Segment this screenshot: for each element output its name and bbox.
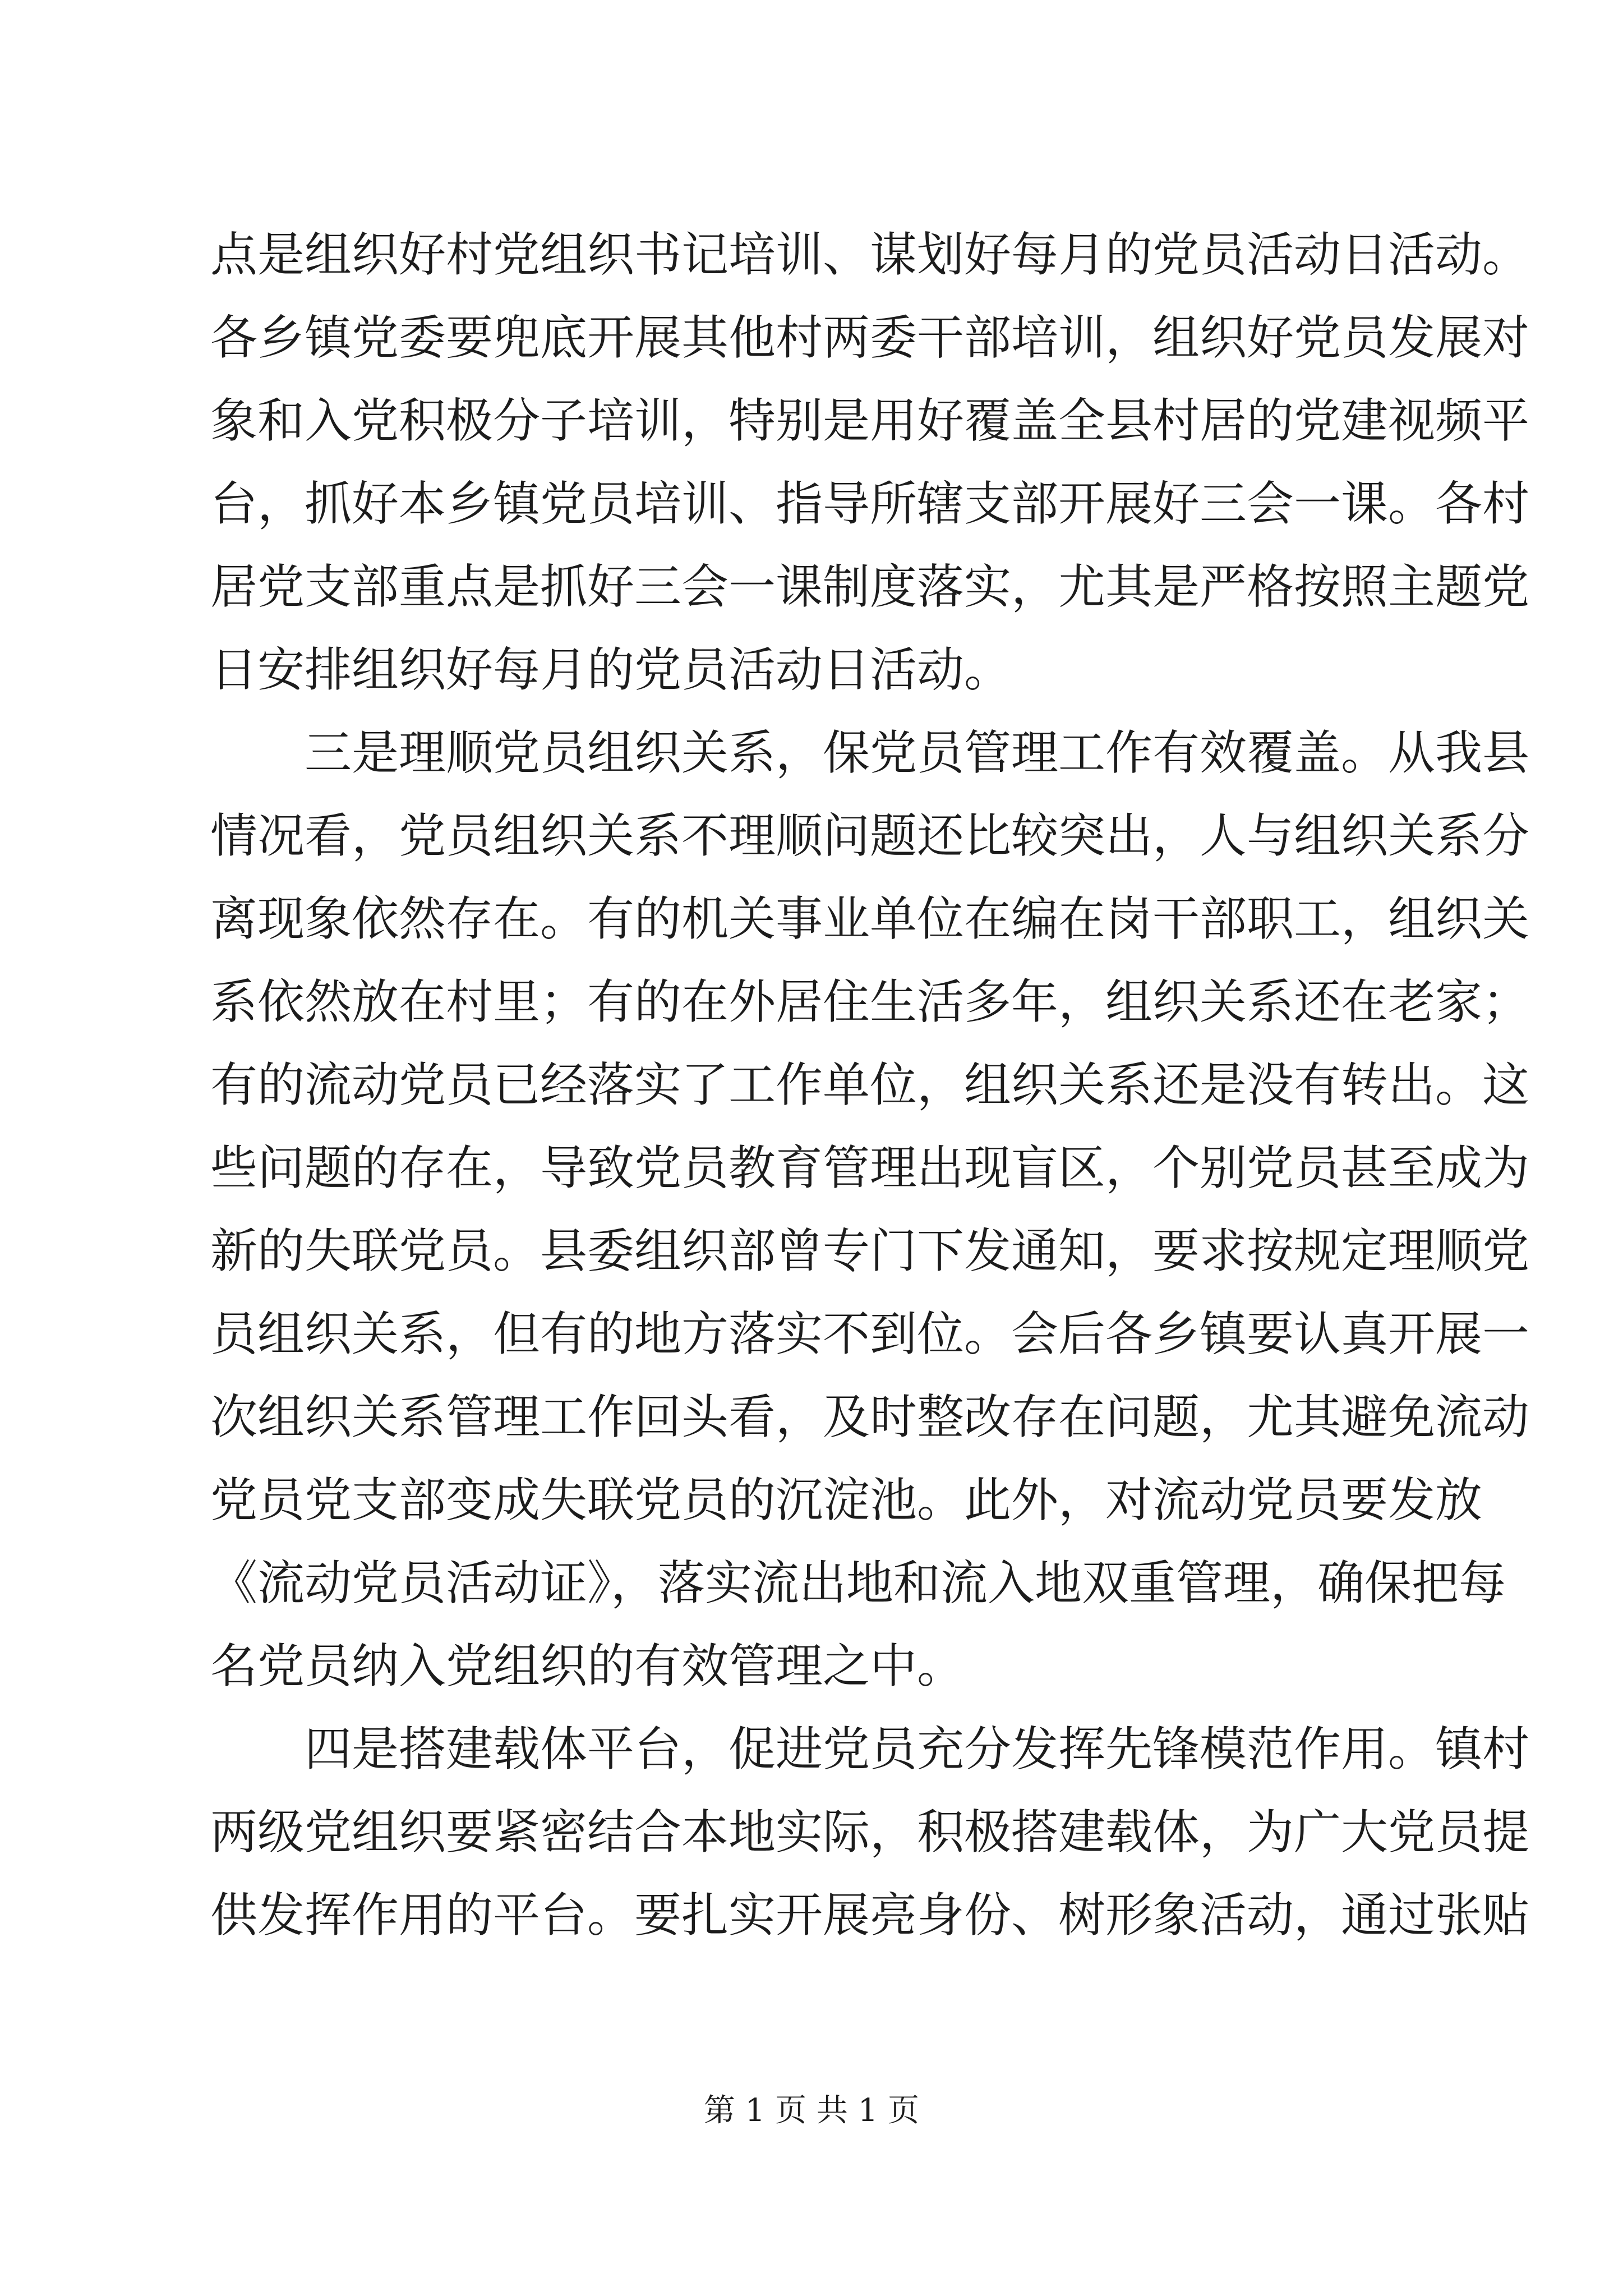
- text-line: 情况看，党员组织关系不理顺问题还比较突出，人与组织关系分: [210, 808, 1530, 863]
- text-line: 四是搭建载体平台，促进党员充分发挥先锋模范作用。镇村: [305, 1722, 1530, 1777]
- text-line: 有的流动党员已经落实了工作单位，组织关系还是没有转出。这: [210, 1057, 1530, 1112]
- text-line: 离现象依然存在。有的机关事业单位在编在岗干部职工，组织关: [210, 891, 1530, 946]
- text-line: 名党员纳入党组织的有效管理之中。: [210, 1639, 965, 1694]
- text-line: 日安排组织好每月的党员活动日活动。: [210, 642, 1012, 697]
- page-footer: 第 1 页 共 1 页: [703, 2092, 920, 2129]
- text-line: 次组织关系管理工作回头看，及时整改存在问题，尤其避免流动: [210, 1389, 1530, 1444]
- text-line: 三是理顺党员组织关系，保党员管理工作有效覆盖。从我县: [305, 725, 1530, 780]
- text-line: 供发挥作用的平台。要扎实开展亮身份、树形象活动，通过张贴: [210, 1888, 1530, 1943]
- text-line: 新的失联党员。县委组织部曾专门下发通知，要求按规定理顺党: [210, 1223, 1530, 1278]
- text-line: 员组织关系，但有的地方落实不到位。会后各乡镇要认真开展一: [210, 1306, 1530, 1361]
- text-line: 系依然放在村里；有的在外居住生活多年，组织关系还在老家；: [210, 974, 1530, 1029]
- text-line: 《流动党员活动证》，落实流出地和流入地双重管理，确保把每: [210, 1556, 1506, 1611]
- text-line: 党员党支部变成失联党员的沉淀池。此外，对流动党员要发放: [210, 1473, 1483, 1527]
- document-body: [210, 213, 1530, 1957]
- text-line: 象和入党积极分子培训，特别是用好覆盖全县村居的党建视频平: [210, 393, 1530, 448]
- text-line: 台，抓好本乡镇党员培训、指导所辖支部开展好三会一课。各村: [210, 476, 1530, 531]
- text-line: 两级党组织要紧密结合本地实际，积极搭建载体，为广大党员提: [210, 1805, 1530, 1860]
- text-line: 各乡镇党委要兜底开展其他村两委干部培训，组织好党员发展对: [210, 310, 1530, 365]
- text-line: 居党支部重点是抓好三会一课制度落实，尤其是严格按照主题党: [210, 559, 1530, 614]
- text-line: 些问题的存在，导致党员教育管理出现盲区，个别党员甚至成为: [210, 1140, 1530, 1195]
- text-line: 点是组织好村党组织书记培训、谋划好每月的党员活动日活动。: [210, 227, 1530, 282]
